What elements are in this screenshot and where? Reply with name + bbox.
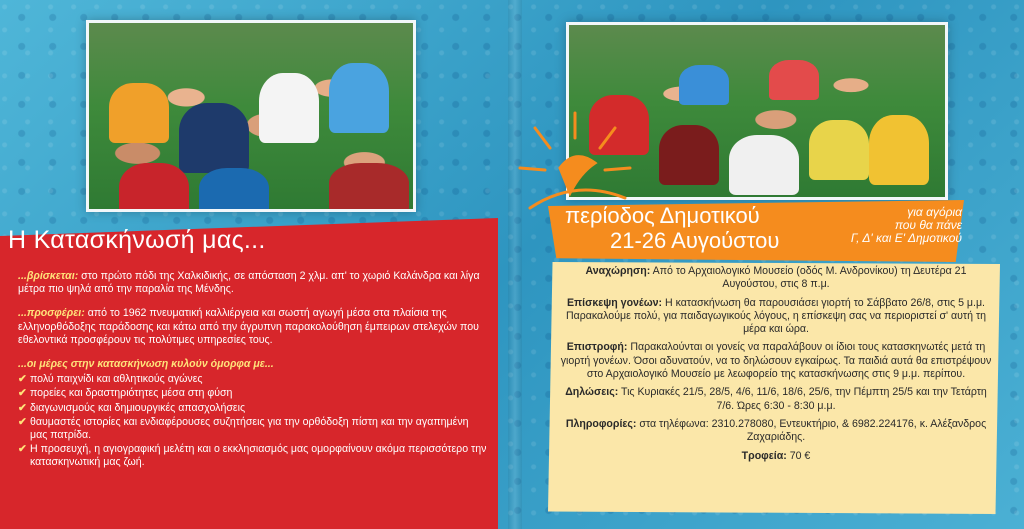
about-text <box>18 270 488 471</box>
location-text: στο πρώτο πόδι της Χαλκιδικής, σε απόσταση 2 χλμ. απ' το χωριό Καλάνδρα και λίγα μέτρα πιο ψηλά από την παραλία της Μένδης. <box>18 270 480 296</box>
return-paragraph: Επιστροφή: Παρακαλούνται οι γονείς να παραλάβουν οι ίδιοι τους κατασκηνωτές μετά τη γιορτή γονέων. Όσοι αδυνατούν, να το δηλώσουν εγκαίρως. Τα παιδιά αυτά θα επιστρέψουν στο Αρχαιολογικό Μουσείο με λεωφορείο της κατασκήνωσης στις 9 μ.μ. περίπου. <box>560 341 992 381</box>
page-fold <box>508 0 522 529</box>
period-dates: 21-26 Αυγούστου <box>610 228 780 253</box>
list-item: ✔ πορείες και δραστηριότητες μέσα στη φύση <box>18 387 233 400</box>
departure-paragraph: Αναχώρηση: Από το Αρχαιολογικό Μουσείο (οδός Μ. Ανδρονίκου) τη Δευτέρα 21 Αυγούστου, στις 8 π.μ. <box>585 265 967 291</box>
visit-paragraph: Επίσκεψη γονέων: Η κατασκήνωση θα παρουσιάσει γιορτή το Σάββατο 26/8, στις 5 μ.μ. Παρακαλούμε πολύ, για παιδαγωγικούς λόγους, η επίσκεψη σας να περιοριστεί σ' αυτή τη μέρα και ώρα. <box>565 296 987 336</box>
info-text <box>560 265 992 468</box>
contact-paragraph: Πληροφορίες: στα τηλέφωνα: 2310.278080, Εντευκτήριο, & 6982.224176, κ. Αλέξανδρος Ζαχαριάδης. <box>565 417 987 444</box>
period-audience-note: για αγόρια που θα πάνε Γ, Δ' και Ε' Δημοτικού <box>850 205 962 245</box>
checkmark-icon: ✔ <box>18 443 27 456</box>
location-paragraph <box>18 270 488 296</box>
activities-list <box>18 373 488 469</box>
checkmark-icon: ✔ <box>18 387 27 400</box>
campers-photo-left <box>86 20 416 212</box>
offers-lead: ...προσφέρει: <box>18 307 85 320</box>
checkmark-icon: ✔ <box>18 401 27 414</box>
checkmark-icon: ✔ <box>18 373 27 386</box>
about-title: Η Κατασκήνωσή μας... <box>8 226 266 254</box>
registration-paragraph: Δηλώσεις: Τις Κυριακές 21/5, 28/5, 4/6, 11/6, 18/6, 25/6, την Πέμπτη 25/5 και την Τετάρτη 7/6. Ώρες 6:30 - 8:30 μ.μ. <box>565 386 987 412</box>
list-item: ✔ πολύ παιχνίδι και αθλητικούς αγώνες <box>18 373 203 386</box>
offers-text: από το 1962 πνευματική καλλιέργεια και σωστή αγωγή μέσα στα πλαίσια της ελληνορθόδοξης παράδοσης και κάτω από την άγρυπνη παρακολούθηση έμπειρων στελεχών που εθελοντικά προσφέρουν τις πολύτιμες υπηρεσίες τους. <box>18 307 479 346</box>
period-title: περίοδος Δημοτικού <box>565 203 760 228</box>
list-item: ✔ διαγωνισμούς και δημιουργικές απασχολήσεις <box>18 401 246 414</box>
fees-paragraph: Τροφεία: 70 € <box>741 449 811 462</box>
days-lead: ...οι μέρες στην κατασκήνωση κυλούν όμορφα με... <box>18 358 274 371</box>
list-item: ✔ θαυμαστές ιστορίες και ενδιαφέρουσες συζητήσεις για την ορθόδοξη πίστη και την αγαπημένη μας πατρίδα. <box>18 415 469 442</box>
location-lead: ...βρίσκεται: <box>18 270 79 282</box>
checkmark-icon: ✔ <box>18 415 27 428</box>
list-item: ✔ Η προσευχή, η αγιογραφική μελέτη και ο εκκλησιασμός μας ομορφαίνουν ακόμα περισσότερο την κατασκηνωτική μας ζωή. <box>18 443 487 469</box>
offers-paragraph <box>18 307 488 347</box>
